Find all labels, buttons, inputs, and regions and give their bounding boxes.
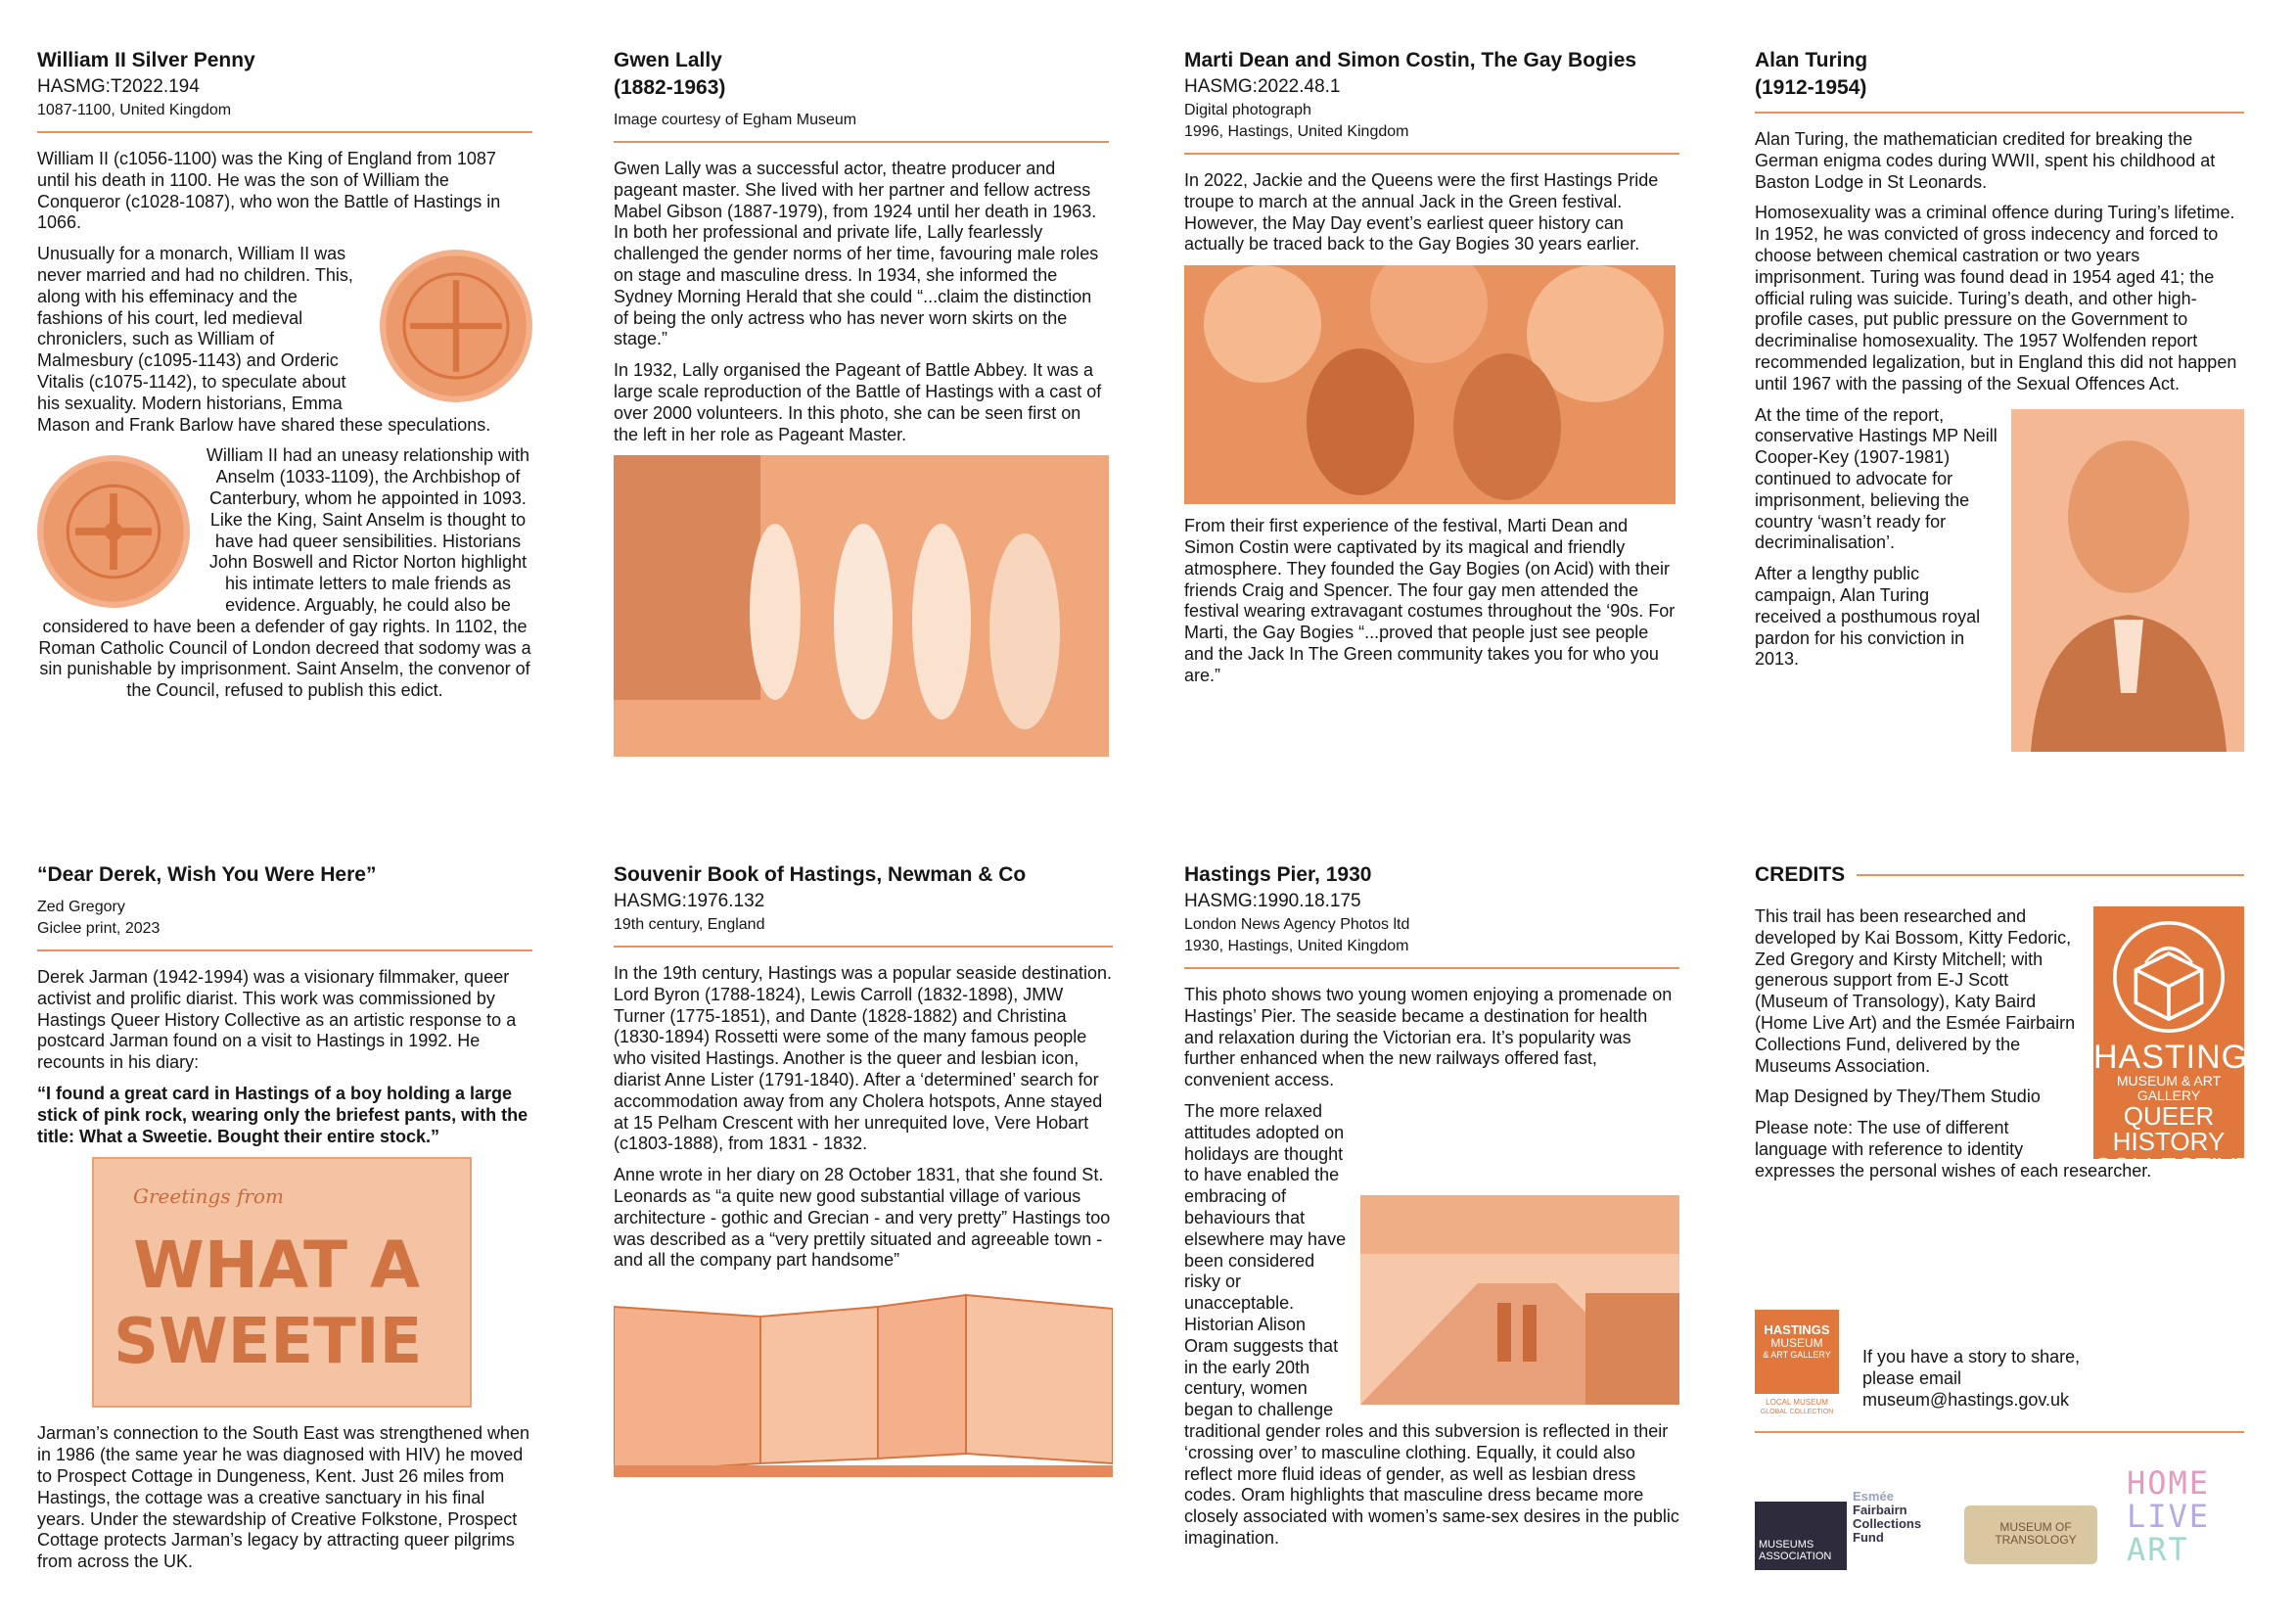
accession-number: HASMG:1990.18.175 xyxy=(1184,891,1361,911)
sponsor-line: Fairbairn xyxy=(1853,1503,1907,1517)
object-meta: Giclee print, 2023 xyxy=(37,920,161,937)
paragraph: The more relaxed attitudes adopted on holidays are thought to have enabled the embracing of behaviours that elsewhere may have been considered risky or unacceptable. Historian Alison Oram suggests that in the early 20th century, women began to challenge traditional gender roles and this subversion is reflected in their ‘crossing over’ to masculine clothing. Equally, it could also reflect more fluid ideas of gender, as well as lesbian dress codes. Oram highlights that masculine dress became more closely associated with women’s same-sex desires in the public imagination. xyxy=(1184,1100,1679,1548)
panel-title: “Dear Derek, Wish You Were Here” xyxy=(37,863,377,886)
paragraph: At the time of the report, conservative Hastings MP Neill Cooper-Key (1907-1981) continued to advocate for imprisonment, believing the country ‘wasn’t ready for decriminalisation’. xyxy=(1755,404,1998,553)
panel-title: Gwen Lally xyxy=(614,49,722,71)
object-meta: 1996, Hastings, United Kingdom xyxy=(1184,123,1409,140)
panel-dates: (1912-1954) xyxy=(1755,76,1867,99)
postcard-greeting: Greetings from xyxy=(133,1184,284,1209)
object-meta: London News Agency Photos ltd xyxy=(1184,916,1410,933)
paragraph: In 1932, Lally organised the Pageant of Battle Abbey. It was a large scale reproduction of the Battle of Hastings with a cast of over 2000 volunteers. In this photo, she can be seen first on the left in her role as Pageant Master. xyxy=(614,360,1102,444)
gay-bogies-photo xyxy=(1184,265,1676,504)
sponsor-line: HOME xyxy=(2127,1464,2211,1502)
artist: Zed Gregory xyxy=(37,899,125,915)
panel-title: Hastings Pier, 1930 xyxy=(1184,863,1372,886)
panel-dear-derek xyxy=(37,861,532,1583)
logo-line: HASTINGS xyxy=(1764,1322,1830,1337)
postcard-line-1: WHAT A xyxy=(133,1227,421,1304)
paragraph: In the 19th century, Hastings was a popular seaside destination. Lord Byron (1788-1824), Lewis Carroll (1832-1898), JMW Turner (1775-1851), and Dante (1828-1882) and Christina (1830-1894) Rossetti were some of the many famous people who visited Hastings. Another is the queer and lesbian icon, diarist Anne Lister (1791-1840). After a ‘determined’ search for accommodation away from any Cholera hotspots, Anne stayed at 15 Pelham Crescent with her unrequited love, Vere Hobart (c1803-1888), from 1831 - 1832. xyxy=(614,963,1112,1154)
esmee-fairbairn-logo xyxy=(1853,1490,1951,1545)
folded-book-icon xyxy=(614,1287,1113,1483)
divider xyxy=(1184,153,1679,155)
paragraph: After a lengthy public campaign, Alan Turing received a posthumous royal pardon for his conviction in 2013. xyxy=(1755,564,1981,670)
portrait-icon xyxy=(2011,409,2244,752)
logo-line: MUSEUM xyxy=(1770,1336,1823,1350)
logo-tagline: LOCAL MUSEUM xyxy=(1766,1398,1828,1407)
image-credit: Image courtesy of Egham Museum xyxy=(614,112,857,128)
panel-souvenir-book xyxy=(614,861,1113,1483)
divider xyxy=(1755,1431,2244,1433)
panel-gwen-lally xyxy=(614,47,1109,757)
divider xyxy=(614,141,1109,143)
logo-line: & ART GALLERY xyxy=(1763,1350,1831,1360)
postcard-image xyxy=(92,1157,472,1408)
paragraph: Map Designed by They/Them Studio xyxy=(1755,1087,2041,1107)
logo-line: MUSEUM & ART GALLERY xyxy=(2116,1073,2222,1103)
object-meta: 1930, Hastings, United Kingdom xyxy=(1184,938,1409,954)
panel-credits xyxy=(1755,861,2272,1586)
museum-cube-icon xyxy=(2110,918,2227,1036)
panel-alan-turing xyxy=(1755,47,2244,752)
contact-block xyxy=(1755,1310,2244,1419)
logo-tagline: GLOBAL COLLECTION xyxy=(1760,1409,1834,1415)
credits-title: CREDITS xyxy=(1755,863,1846,886)
panel-title: Marti Dean and Simon Costin, The Gay Bogies xyxy=(1184,49,1637,71)
paragraph: Unusually for a monarch, William II was never married and had no children. This, along with his effeminacy and the fashions of his court, led medieval chroniclers, such as William of Malmesbury (c1095-1143) and Orderic Vitalis (c1075-1142), to speculate about his sexuality. Modern historians, Emma Mason and Frank Barlow have shared these speculations. xyxy=(37,244,491,435)
paragraph: Derek Jarman (1942-1994) was a visionary filmmaker, queer activist and prolific diarist. This work was commissioned by Hastings Queer History Collective as an artistic response to a postcard Jarman found on a visit to Hastings in 1992. He recounts in his diary: xyxy=(37,967,517,1073)
coin-image-obverse xyxy=(37,455,190,608)
sponsor-logos xyxy=(1755,1466,2244,1574)
turing-portrait xyxy=(2011,409,2244,752)
paragraph: Homosexuality was a criminal offence during Turing’s lifetime. In 1952, he was convicted of gross indecency and forced to choose between chemical castration or two years imprisonment. Turing was found dead in 1954 aged 41; the official ruling was suicide. Turing’s death, and other high-profile cases, put public pressure on the Government to decriminalise homosexuality. The 1957 Wolfenden report recommended legalization, but in England this did not happen until 1967 with the passing of the Sexual Offences Act. xyxy=(1755,203,2237,394)
logo-line: COLLECTIVE xyxy=(2093,1152,2252,1181)
object-meta: 19th century, England xyxy=(614,916,765,933)
paragraph: This trail has been researched and developed by Kai Bossom, Kitty Fedoric, Zed Gregory and Kirsty Mitchell; with generous support from E-J Scott (Museum of Transology), Katy Baird (Home Live Art) and the Esmée Fairbairn Collections Fund, delivered by the Museums Association. xyxy=(1755,906,2076,1076)
accession-number: HASMG:2022.48.1 xyxy=(1184,76,1341,97)
object-meta: 1087-1100, United Kingdom xyxy=(37,102,232,118)
sponsor-line: Esmée xyxy=(1853,1489,1894,1504)
divider xyxy=(614,946,1113,948)
paragraph: From their first experience of the festival, Marti Dean and Simon Costin were captivated by its magical and friendly atmosphere. They founded the Gay Bogies (on Acid) with their friends Craig and Spencer. The four gay men attended the festival wearing extravagant costumes throughout the ‘90s. For Marti, the Gay Bogies “...proved that people just see people and the Jack In The Green community takes you for who you are.” xyxy=(1184,516,1676,685)
object-meta: Digital photograph xyxy=(1184,102,1311,118)
accession-number: HASMG:1976.132 xyxy=(614,891,765,911)
coin-icon xyxy=(37,455,190,608)
paragraph: Alan Turing, the mathematician credited for breaking the German enigma codes during WWII, spent his childhood at Baston Lodge in St Leonards. xyxy=(1755,129,2216,192)
pier-photo xyxy=(1360,1195,1679,1405)
paragraph: Please note: The use of different language with reference to identity expresses the personal wishes of each researcher. xyxy=(1755,1118,2152,1181)
sponsor-line: LIVE xyxy=(2127,1498,2211,1535)
paragraph: This photo shows two young women enjoying a promenade on Hastings’ Pier. The seaside became a destination for health and relaxation during the Victorian era. It’s popularity was further enhanced when the new railways offered fast, convenient access. xyxy=(1184,985,1673,1090)
pier-crowd-icon xyxy=(1360,1195,1679,1405)
postcard-line-2: SWEETIE xyxy=(114,1306,423,1379)
leaf-costume-icon xyxy=(1184,265,1676,504)
coin-image-reverse xyxy=(380,250,532,402)
divider xyxy=(37,949,532,951)
paragraph: Jarman’s connection to the South East was strengthened when in 1986 (the same year he was diagnosed with HIV) he moved to Prospect Cottage in Dungeness, Kent. Just 26 miles from Hastings, the cottage was a creative sanctuary in his final years. Under the stewardship of Creative Folkstone, Prospect Cottage protects Jarman’s legacy by attracting queer pilgrims from across the UK. xyxy=(37,1423,529,1572)
paragraph: William II had an uneasy relationship with Anselm (1033-1109), the Archbishop of Canterbury, whom he appointed in 1093. Like the King, Saint Anselm is thought to have had queer sensibilities. Historians John Boswell and Rictor Norton highlight his intimate letters to male friends as evidence. Arguably, he could also be considered to have been a defender of gay rights. In 1102, the Roman Catholic Council of London decreed that sodomy was a sin punishable by imprisonment. Saint Anselm, the convenor of the Council, refused to publish this edict. xyxy=(38,445,531,701)
pageant-photo xyxy=(614,455,1109,757)
home-live-art-logo xyxy=(2127,1466,2234,1566)
logo-line: HASTINGS xyxy=(2093,1039,2272,1076)
queer-history-collective-logo xyxy=(2093,906,2272,1181)
paragraph: William II (c1056-1100) was the King of England from 1087 until his death in 1100. He was the son of William the Conqueror (c1028-1087), who won the Battle of Hastings in 1066. xyxy=(37,149,501,233)
panel-title: William II Silver Penny xyxy=(37,49,255,71)
divider xyxy=(1755,112,2244,114)
paragraph: In 2022, Jackie and the Queens were the first Hastings Pride troupe to march at the annual Jack in the Green festival. However, the May Day event’s earliest queer history can actually be traced back to the Gay Bogies 30 years earlier. xyxy=(1184,170,1659,255)
panel-william-ii xyxy=(37,47,532,712)
divider xyxy=(37,131,532,133)
contact-text: If you have a story to share, please email museum@hastings.gov.uk xyxy=(1862,1347,2081,1410)
paragraph: Gwen Lally was a successful actor, theatre producer and pageant master. She lived with her partner and fellow actress Mabel Gibson (1887-1979), from 1924 until her death in 1963. In both her professional and private life, Lally fearlessly challenged the gender norms of her time, favouring male roles on stage and masculine dress. In 1934, she informed the Sydney Morning Herald that she could “...claim the distinction of being the only actress who has never worn skirts on the stage.” xyxy=(614,159,1099,349)
diary-quote: “I found a great card in Hastings of a boy holding a large stick of pink rock, wearing only the briefest pants, with the title: What a Sweetie. Bought their entire stock.” xyxy=(37,1083,528,1146)
panel-title: Alan Turing xyxy=(1755,49,1868,71)
sponsor-line: Fund xyxy=(1853,1530,1884,1545)
divider xyxy=(1184,967,1679,969)
museum-of-transology-logo: MUSEUM OF TRANSOLOGY xyxy=(1964,1505,2097,1564)
souvenir-book-image xyxy=(614,1287,1113,1483)
panel-hastings-pier xyxy=(1184,861,1679,1559)
accession-number: HASMG:T2022.194 xyxy=(37,76,200,97)
panel-gay-bogies xyxy=(1184,47,1679,697)
panel-title: Souvenir Book of Hastings, Newman & Co xyxy=(614,863,1027,886)
paragraph: Anne wrote in her diary on 28 October 1831, that she found St. Leonards as “a quite new good substantial village of various architecture - gothic and Grecian - and very pretty” Hastings too was described as a “very prettily situated and agreeable town - and all the company part handsome” xyxy=(614,1165,1111,1271)
sponsor-line: ART xyxy=(2127,1531,2189,1568)
panel-dates: (1882-1963) xyxy=(614,76,726,99)
coin-icon xyxy=(380,250,532,402)
divider xyxy=(1857,874,2244,876)
museums-association-logo: MUSEUMS ASSOCIATION xyxy=(1755,1502,1847,1570)
logo-line: QUEER HISTORY xyxy=(2112,1101,2226,1156)
hastings-museum-logo xyxy=(1755,1310,1839,1394)
sponsor-line: Collections xyxy=(1853,1516,1922,1531)
pageant-figures-icon xyxy=(614,455,1109,757)
